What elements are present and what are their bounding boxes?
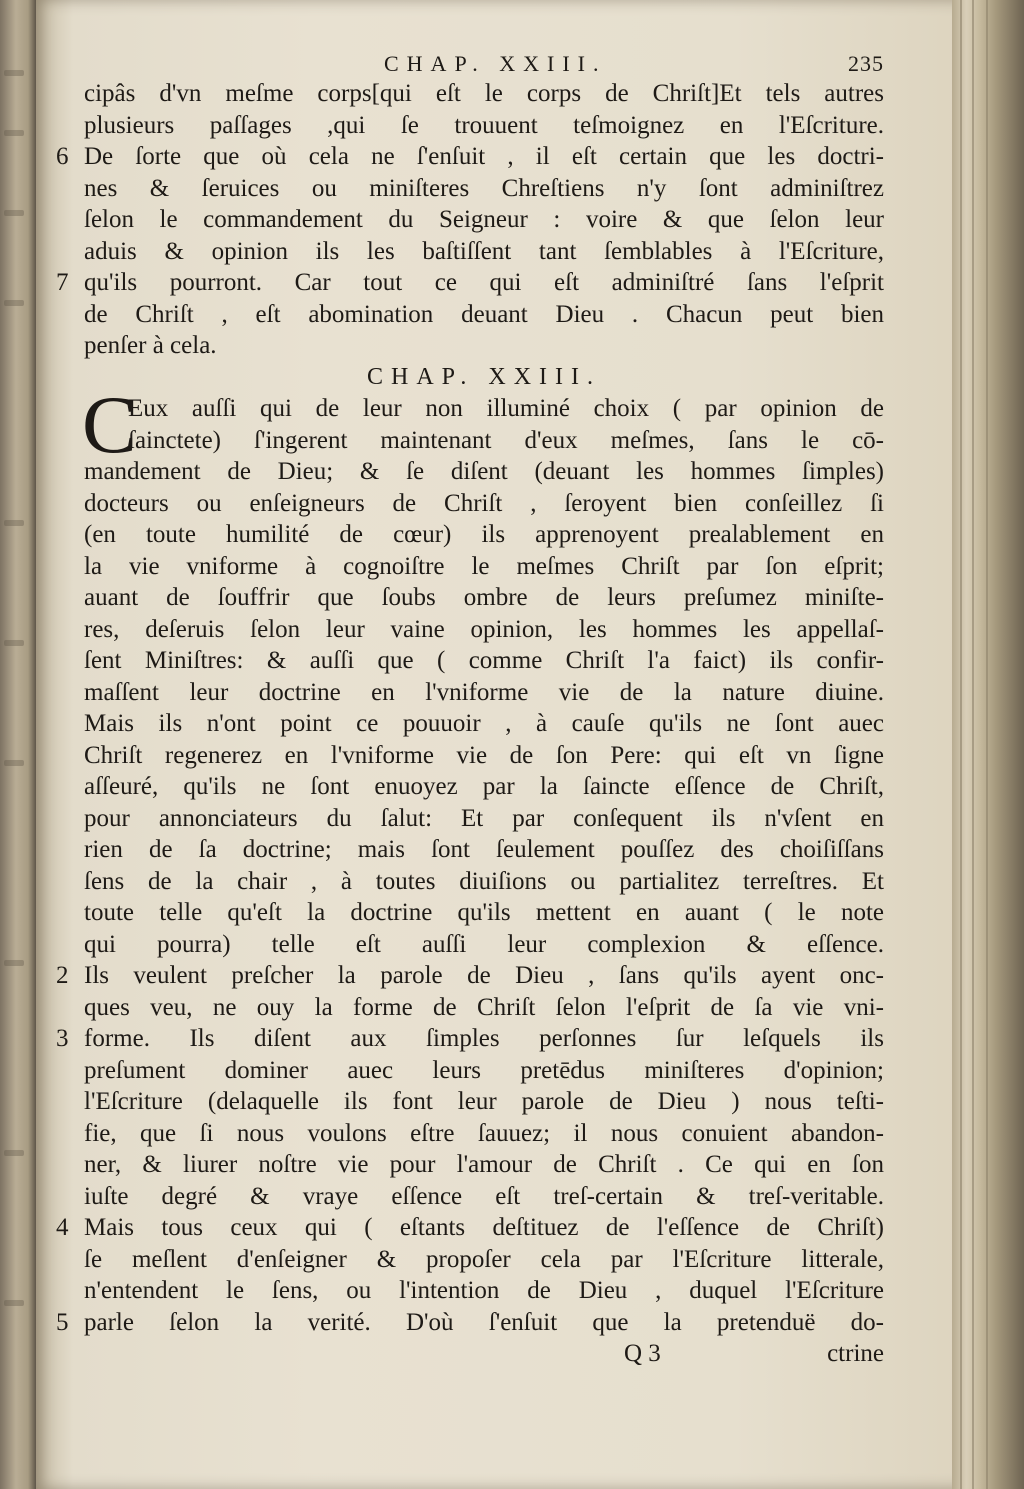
text-line [84,677,884,709]
marginal-verse-number: 4 [56,1214,69,1241]
text-line [84,1149,884,1181]
text-line [84,1086,884,1118]
text-line [84,110,884,142]
text-line [56,1212,884,1244]
line-text: n'entendent le ſens, ou l'intention de Dieu , duquel l'Eſcriture [84,1277,884,1304]
running-head [84,48,884,78]
line-text: pour annonciateurs du ſalut: Et par conſequent ils n'vſent en [84,804,884,832]
line-text: ſelon le commandement du Seigneur : voire & que ſelon leur [84,206,884,233]
line-text: aduis & opinion ils les baſtiſſent tant ſemblables à l'Eſcriture, [84,237,884,265]
text-line [84,488,884,520]
text-line [84,803,884,835]
line-text: parle ſelon la verité. D'où ſ'enſuit que la pretenduë do- [84,1308,884,1336]
marginal-verse-number: 7 [56,269,69,296]
text-line [84,866,884,898]
text-line [84,236,884,268]
line-text: res, deſeruis ſelon leur vaine opinion, les hommes les appellaſ- [84,615,884,643]
drop-capital: C [82,379,137,470]
page-text [56,48,884,1370]
text-line [84,1275,884,1307]
marginal-verse-number: 2 [56,962,69,989]
text-line [56,141,884,173]
signature-mark: Q 3 [624,1340,661,1367]
text-line [84,1244,884,1276]
text-line [84,78,884,110]
text-line [56,960,884,992]
chapter-body [56,379,884,1338]
text-line [56,267,884,299]
text-line [84,708,884,740]
text-line [84,645,884,677]
text-line [56,1023,884,1055]
text-line [84,929,884,961]
text-line [56,1307,884,1339]
line-text: ſent Miniſtres: & auſſi que ( comme Chriſt l'a faict) ils confir- [84,647,884,674]
text-line [84,173,884,205]
line-text: Eux auſſi qui de leur non illuminé choix ( par opinion de [128,395,884,422]
page-footer [84,1338,884,1370]
line-text: ques veu, ne ouy la forme de Chriſt ſelon l'eſprit de ſa vie vni- [84,993,884,1021]
line-text: penſer à cela. [84,332,217,359]
line-text: qui pourra) telle eſt auſſi leur complexion & eſſence. [84,930,884,958]
page-number: 235 [848,51,884,76]
text-line [84,204,884,236]
text-line [84,740,884,772]
text-line [84,330,884,362]
text-line [84,393,884,425]
preceding-chapter-text [56,78,884,362]
running-head-title: CHAP. XXIII. [384,51,607,76]
text-line [84,456,884,488]
line-text: de Chriſt , eſt abomination deuant Dieu . Chacun peut bien [84,300,884,328]
line-text: Ils veulent preſcher la parole de Dieu , ſans qu'ils ayent onc- [84,962,884,989]
line-text: ſe meſlent d'enſeigner & propoſer cela par l'Eſcriture litterale, [84,1245,884,1273]
line-text: forme. Ils diſent aux ſimples perſonnes ſur leſquels ils [84,1025,884,1052]
line-text: la vie vniforme à cognoiſtre le meſmes Chriſt par ſon eſprit; [84,552,884,580]
text-line [84,1181,884,1213]
text-line [84,897,884,929]
line-text: Mais ils n'ont point ce pouuoir , à cauſe qu'ils ne ſont auec [84,710,884,737]
facing-page-edge [0,0,40,1489]
text-line [84,1118,884,1150]
line-text: Mais tous ceux qui ( eſtants deſtituez de l'eſſence de Chriſt) [84,1214,884,1241]
line-text: ſens de la chair , à toutes diuiſions ou partialitez terreſtres. Et [84,867,884,895]
chapter-heading: CHAP. XXIII. [367,363,601,390]
text-line [84,582,884,614]
line-text: cipâs d'vn meſme corps[qui eſt le corps de Chriſt]Et tels autres [84,80,884,107]
text-line [84,992,884,1024]
line-text: preſument dominer auec leurs pretēdus miniſteres d'opinion; [84,1056,884,1084]
marginal-verse-number: 3 [56,1025,69,1052]
text-line [84,425,884,457]
line-text: De ſorte que où cela ne ſ'enſuit , il eſt certain que les doctri- [84,143,884,170]
line-text: ner, & liurer noſtre vie pour l'amour de Chriſt . Ce qui en ſon [84,1151,884,1178]
line-text: iuſte degré & vraye eſſence eſt treſ-certain & treſ-veritable. [84,1182,884,1210]
line-text: nes & ſeruices ou miniſteres Chreſtiens n'y ſont adminiſtrez [84,174,884,202]
text-line [84,614,884,646]
catchword: ctrine [827,1340,884,1367]
line-text: toute telle qu'eſt la doctrine qu'ils mettent en auant ( le note [84,899,884,926]
page-fore-edge [952,0,1024,1489]
line-text: Chriſt regenerez en l'vniforme vie de ſon Pere: qui eſt vn ſigne [84,741,884,769]
text-line [84,299,884,331]
text-line [84,834,884,866]
line-text: l'Eſcriture (delaquelle ils font leur parole de Dieu ) nous teſti- [84,1088,884,1115]
line-text: ſainctete) ſ'ingerent maintenant d'eux meſmes, ſans le cō- [128,426,884,454]
text-line [84,551,884,583]
line-text: aſſeuré, qu'ils ne ſont enuoyez par la ſaincte eſſence de Chriſt, [84,773,884,800]
marginal-verse-number: 6 [56,143,69,170]
text-line [84,519,884,551]
line-text: (en toute humilité de cœur) ils apprenoyent prealablement en [84,521,884,548]
marginal-verse-number: 5 [56,1308,69,1336]
line-text: plusieurs paſſages ,qui ſe trouuent teſmoignez en l'Eſcriture. [84,111,884,139]
line-text: qu'ils pourront. Car tout ce qui eſt adminiſtré ſans l'eſprit [84,269,884,296]
line-text: maſſent leur doctrine en l'vniforme vie de la nature diuine. [84,678,884,706]
text-line [84,1055,884,1087]
line-text: mandement de Dieu; & ſe diſent (deuant les hommes ſimples) [84,458,884,485]
line-text: auant de ſouffrir que ſoubs ombre de leurs preſumez miniſte- [84,584,884,611]
text-line [84,771,884,803]
line-text: docteurs ou enſeigneurs de Chriſt , ſeroyent bien conſeillez ſi [84,489,884,517]
line-text: fie, que ſi nous voulons eſtre ſauuez; il nous conuient abandon- [84,1119,884,1147]
line-text: rien de ſa doctrine; mais ſont ſeulement pouſſez des choiſiſſans [84,836,884,863]
